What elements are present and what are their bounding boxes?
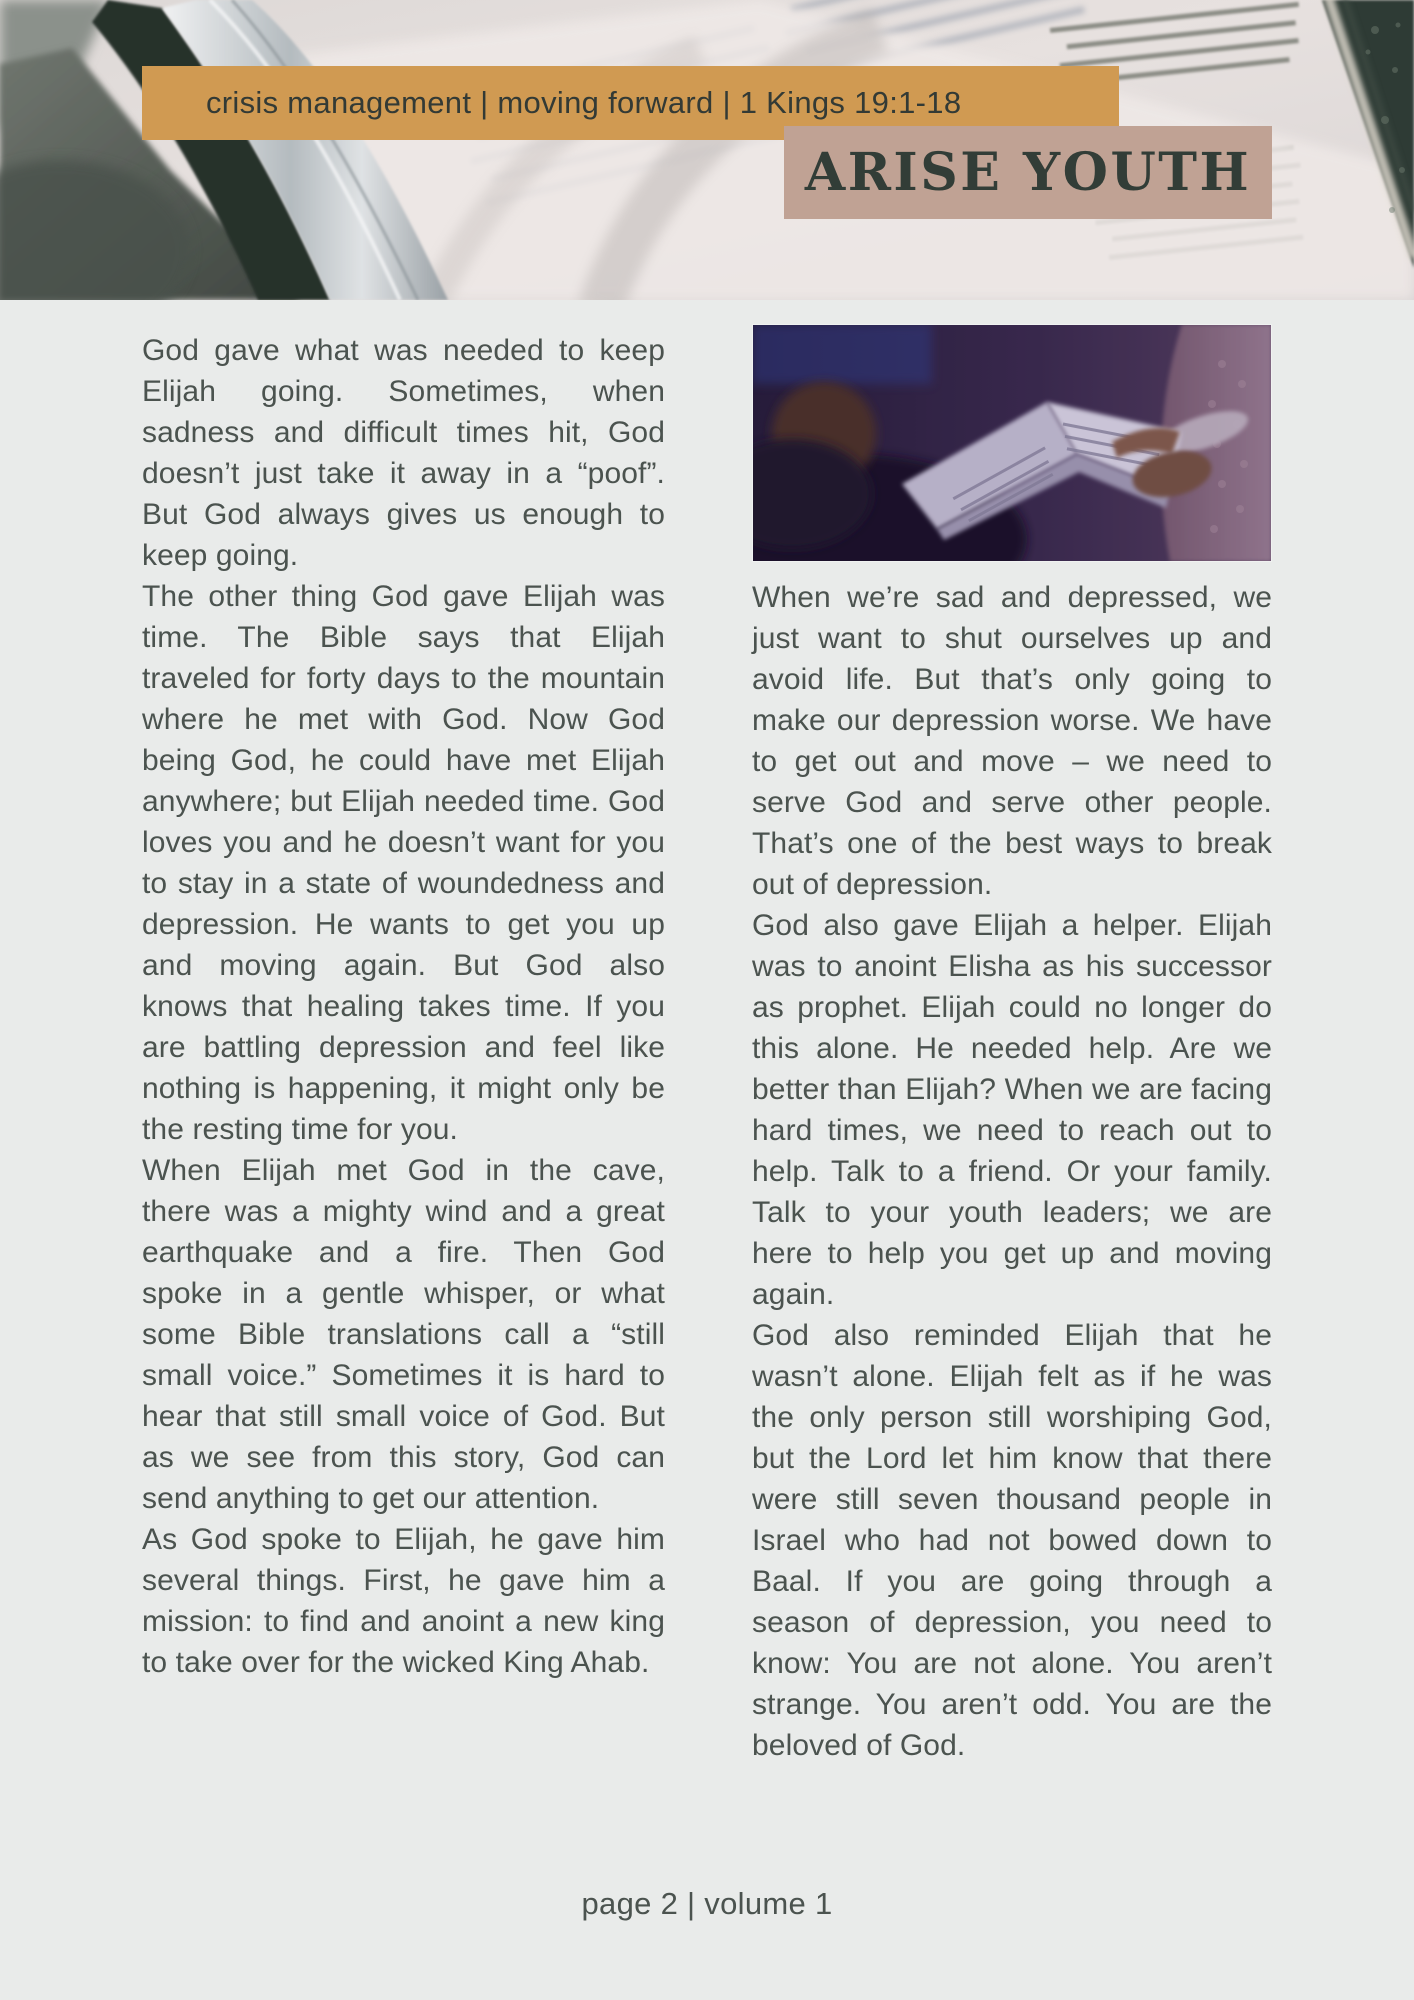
paragraph: God also gave Elijah a helper. Elijah was to anoint Elisha as his successor as prophet. Elijah could no longer do this alone. He needed help. Are we better than Elijah? When we are facing hard times, we need to reach out to help. Talk to a friend. Or your family. Talk to your youth leaders; we are here to help you get up and moving again. [752,909,1272,1311]
paragraph: The other thing God gave Elijah was time. The Bible says that Elijah traveled for forty days to the mountain where he met with God. Now God being God, he could have met Elijah anywhere; but Elijah needed time. God loves you and he doesn’t want for you to stay in a state of woundedness and depression. He wants to get you up and moving again. But God also knows that healing takes time. If you are battling depression and feel like nothing is happening, it might only be the resting time for you. [142,580,665,1146]
paragraph: God also reminded Elijah that he wasn’t alone. Elijah felt as if he was the only person still worshiping God, but the Lord let him know that there were still seven thousand people in Israel who had not bowed down to Baal. If you are going through a season of depression, you need to know: You are not alone. You aren’t strange. You aren’t odd. You are the beloved of God. [752,1319,1272,1762]
paragraph: God gave what was needed to keep Elijah going. Sometimes, when sadness and difficult times hit, God doesn’t just take it away in a “poof”. But God always gives us enough to keep going. [142,334,665,572]
paragraph: When Elijah met God in the cave, there was a mighty wind and a great earthquake and a fire. Then God spoke in a gentle whisper, or what some Bible translations call a “still small voice.” Sometimes it is hard to hear that still small voice of God. But as we see from this story, God can send anything to get our attention. [142,1154,665,1515]
paragraph: As God spoke to Elijah, he gave him several things. First, he gave him a mission: to find and anoint a new king to take over for the wicked King Ahab. [142,1523,665,1679]
article-right-column [752,324,1272,1766]
article-left-column [142,330,665,1683]
masthead [784,126,1272,219]
kicker-text: crisis management | moving forward | 1 Kings 19:1-18 [206,85,962,120]
page-title: ARISE YOUTH [804,142,1252,203]
purple-wash-overlay [752,324,1272,562]
paragraph: When we’re sad and depressed, we just want to shut ourselves up and avoid life. But that’s only going to make our depression worse. We have to get out and move – we need to serve God and serve other people. That’s one of the best ways to break out of depression. [752,581,1272,901]
photo-person-reading-bible [752,324,1272,562]
page-footer: page 2 | volume 1 [581,1886,833,1921]
inset-photo-illustration [752,324,1272,562]
